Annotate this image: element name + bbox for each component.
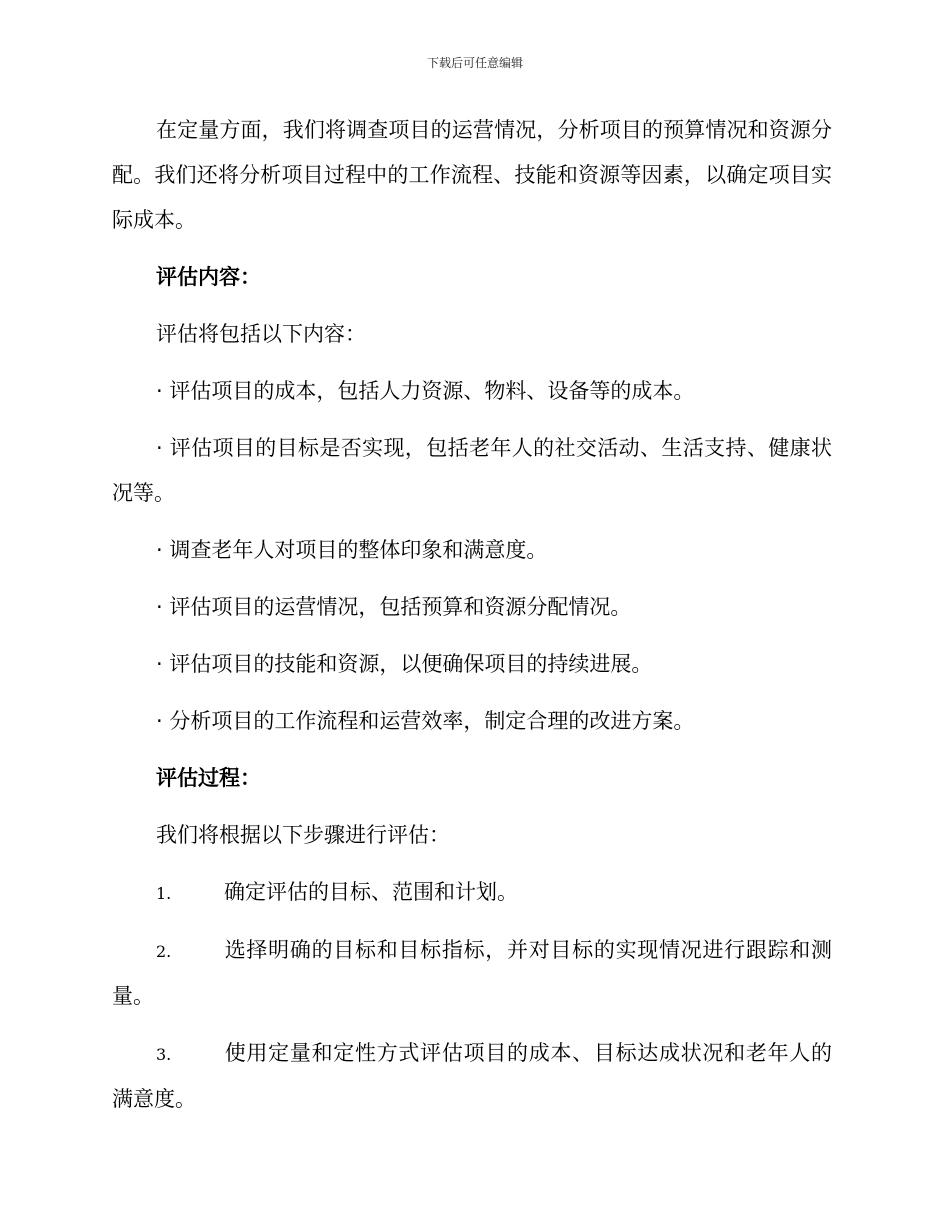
bullet-item: · 评估项目的成本，包括人力资源、物料、设备等的成本。	[156, 379, 695, 403]
document-body	[112, 108, 832, 1134]
intro-paragraph: 在定量方面，我们将调查项目的运营情况，分析项目的预算情况和资源分配。我们还将分析项目过程中的工作流程、技能和资源等因素，以确定项目实际成本。	[112, 118, 832, 232]
bullet-item: · 分析项目的工作流程和运营效率，制定合理的改进方案。	[156, 709, 695, 733]
bullet-item: · 评估项目的技能和资源，以便确保项目的持续进展。	[156, 652, 653, 676]
bullet-item: · 评估项目的运营情况，包括预算和资源分配情况。	[156, 595, 632, 619]
step-number: 1.	[156, 884, 172, 903]
section-heading-process: 评估过程：	[156, 766, 261, 790]
step-text: 使用定量和定性方式评估项目的成本、目标达成状况和老年人的满意度。	[112, 1041, 832, 1111]
numbered-step	[112, 870, 832, 916]
numbered-step	[112, 928, 832, 1019]
step-number: 3.	[156, 1045, 172, 1064]
step-number: 2.	[156, 942, 172, 961]
section-heading-content: 评估内容：	[156, 265, 261, 289]
step-text: 选择明确的目标和目标指标，并对目标的实现情况进行跟踪和测量。	[112, 938, 832, 1008]
section-lead-process: 我们将根据以下步骤进行评估：	[156, 823, 450, 847]
page-header: 下载后可任意编辑	[426, 56, 523, 70]
bullet-item: · 评估项目的目标是否实现，包括老年人的社交活动、生活支持、健康状况等。	[112, 436, 832, 505]
numbered-step	[112, 1031, 832, 1122]
bullet-item: · 调查老年人对项目的整体印象和满意度。	[156, 538, 548, 562]
section-lead-content: 评估将包括以下内容：	[156, 322, 366, 346]
step-text: 确定评估的目标、范围和计划。	[224, 880, 518, 904]
